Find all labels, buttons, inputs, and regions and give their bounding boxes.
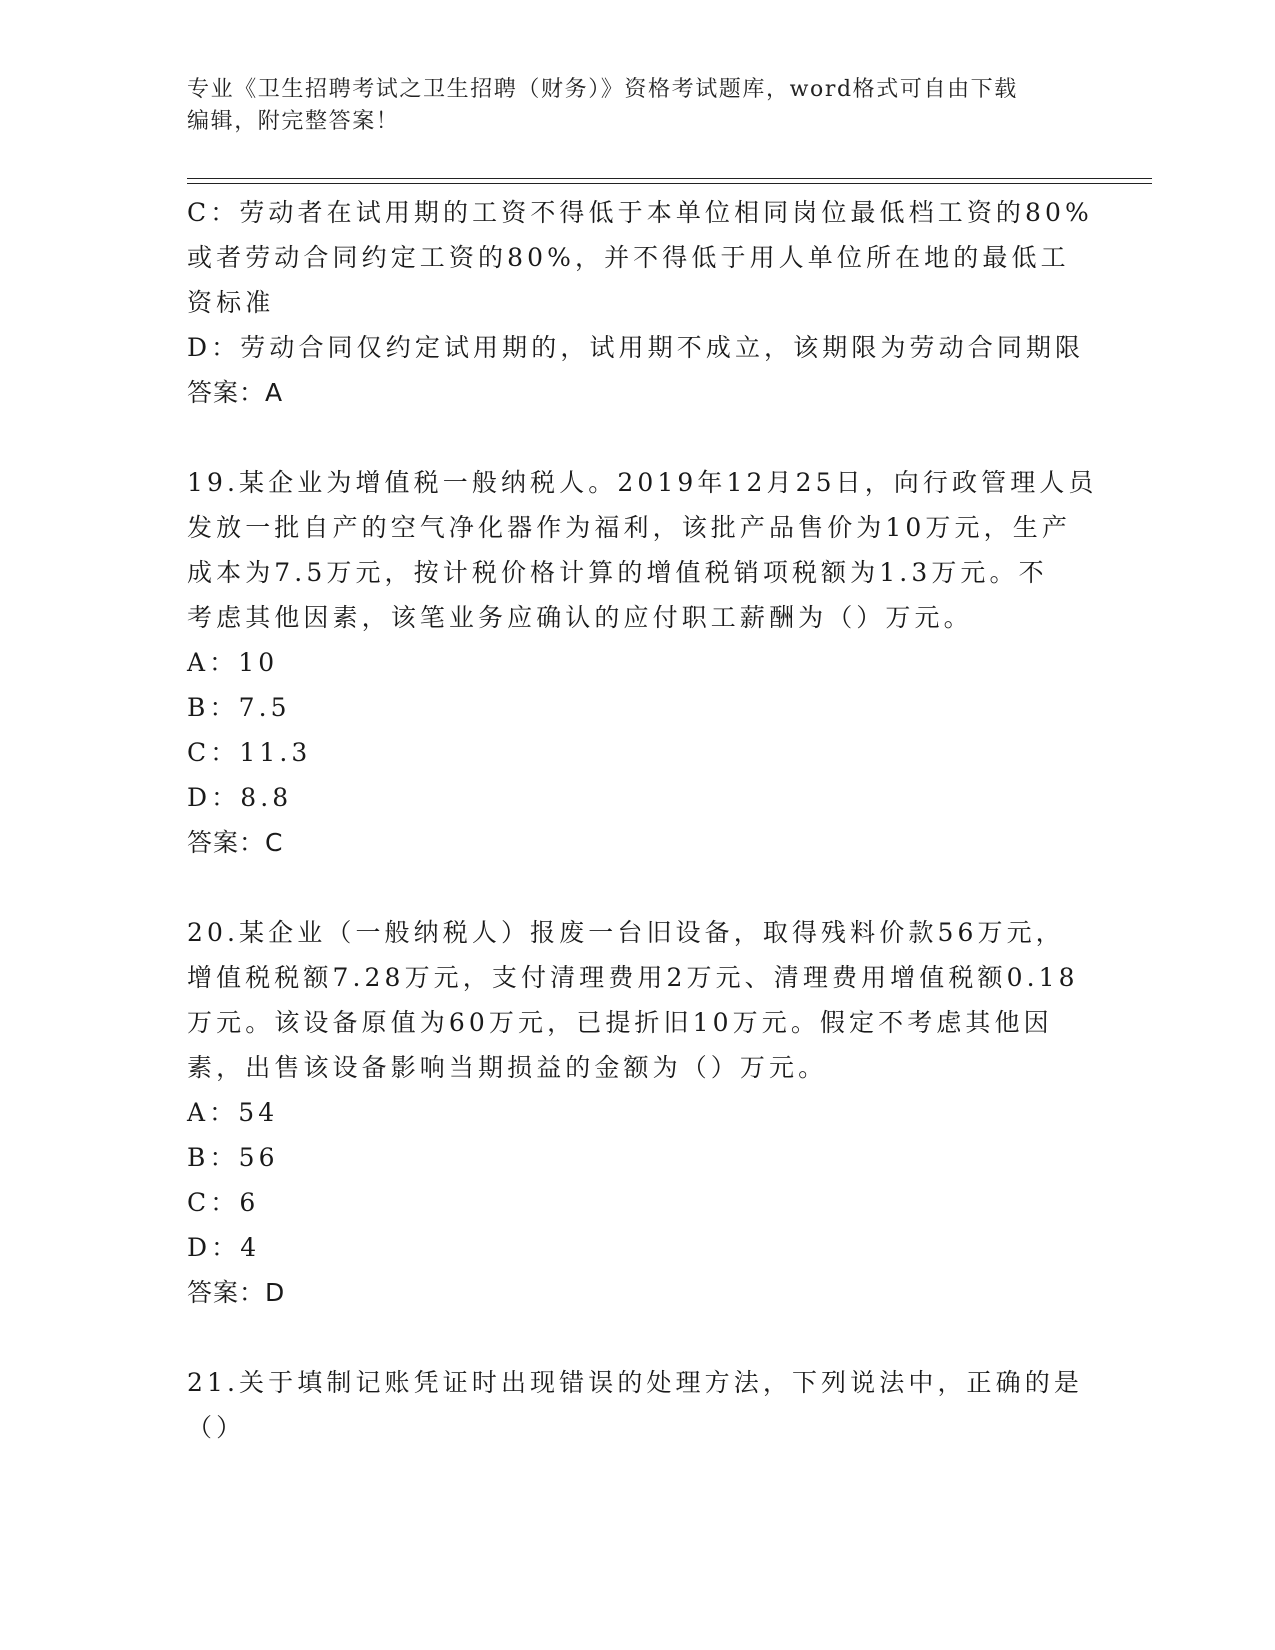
question-spacer bbox=[187, 1315, 1087, 1360]
question-stem-line: 成本为7.5万元，按计税价格计算的增值税销项税额为1.3万元。不 bbox=[187, 558, 1048, 587]
option-a: A：10 bbox=[187, 648, 279, 677]
option-d: D：4 bbox=[187, 1233, 261, 1262]
question-stem-line: 发放一批自产的空气净化器作为福利，该批产品售价为10万元，生产 bbox=[187, 513, 1071, 542]
option-line: 资标准 bbox=[187, 288, 275, 317]
option-line: C：劳动者在试用期的工资不得低于本单位相同岗位最低档工资的80% bbox=[187, 198, 1093, 227]
question-spacer bbox=[187, 865, 1087, 910]
prev-question-option-d: D：劳动合同仅约定试用期的，试用期不成立，该期限为劳动合同期限 bbox=[187, 333, 1085, 362]
header-divider-bottom bbox=[187, 183, 1152, 184]
question-stem-line: 考虑其他因素，该笔业务应确认的应付职工薪酬为（）万元。 bbox=[187, 603, 973, 632]
header-line-1: 专业《卫生招聘考试之卫生招聘（财务）》资格考试题库，word格式可自由下载 bbox=[187, 77, 1018, 102]
document-header bbox=[187, 74, 1087, 138]
header-line-2: 编辑，附完整答案！ bbox=[187, 109, 400, 134]
question-answer: 答案：C bbox=[187, 828, 284, 857]
question-answer: 答案：D bbox=[187, 1278, 286, 1307]
header-divider-top bbox=[187, 178, 1152, 179]
option-a: A：54 bbox=[187, 1098, 279, 1127]
question-stem-line: 19.某企业为增值税一般纳税人。2019年12月25日，向行政管理人员 bbox=[187, 468, 1098, 497]
question-spacer bbox=[187, 415, 1087, 460]
question-stem-line: 增值税税额7.28万元，支付清理费用2万元、清理费用增值税额0.18 bbox=[187, 963, 1079, 992]
option-c: C：11.3 bbox=[187, 738, 312, 767]
prev-question-option-c bbox=[187, 190, 1093, 325]
question-19 bbox=[187, 460, 1098, 865]
prev-question-answer: 答案：A bbox=[187, 378, 284, 407]
question-21 bbox=[187, 1360, 1087, 1450]
option-c: C：6 bbox=[187, 1188, 260, 1217]
question-stem-line: 21.关于填制记账凭证时出现错误的处理方法，下列说法中，正确的是 bbox=[187, 1368, 1083, 1397]
option-b: B：56 bbox=[187, 1143, 279, 1172]
question-stem-line: 素，出售该设备影响当期损益的金额为（）万元。 bbox=[187, 1053, 828, 1082]
option-line: 或者劳动合同约定工资的80%，并不得低于用人单位所在地的最低工 bbox=[187, 243, 1070, 272]
question-stem-line: 万元。该设备原值为60万元，已提折旧10万元。假定不考虑其他因 bbox=[187, 1008, 1053, 1037]
question-content bbox=[187, 190, 1098, 1450]
option-d: D：8.8 bbox=[187, 783, 293, 812]
option-b: B：7.5 bbox=[187, 693, 291, 722]
question-stem-line: （） bbox=[187, 1413, 246, 1442]
question-20 bbox=[187, 910, 1087, 1315]
question-stem-line: 20.某企业（一般纳税人）报废一台旧设备，取得残料价款56万元， bbox=[187, 918, 1065, 947]
